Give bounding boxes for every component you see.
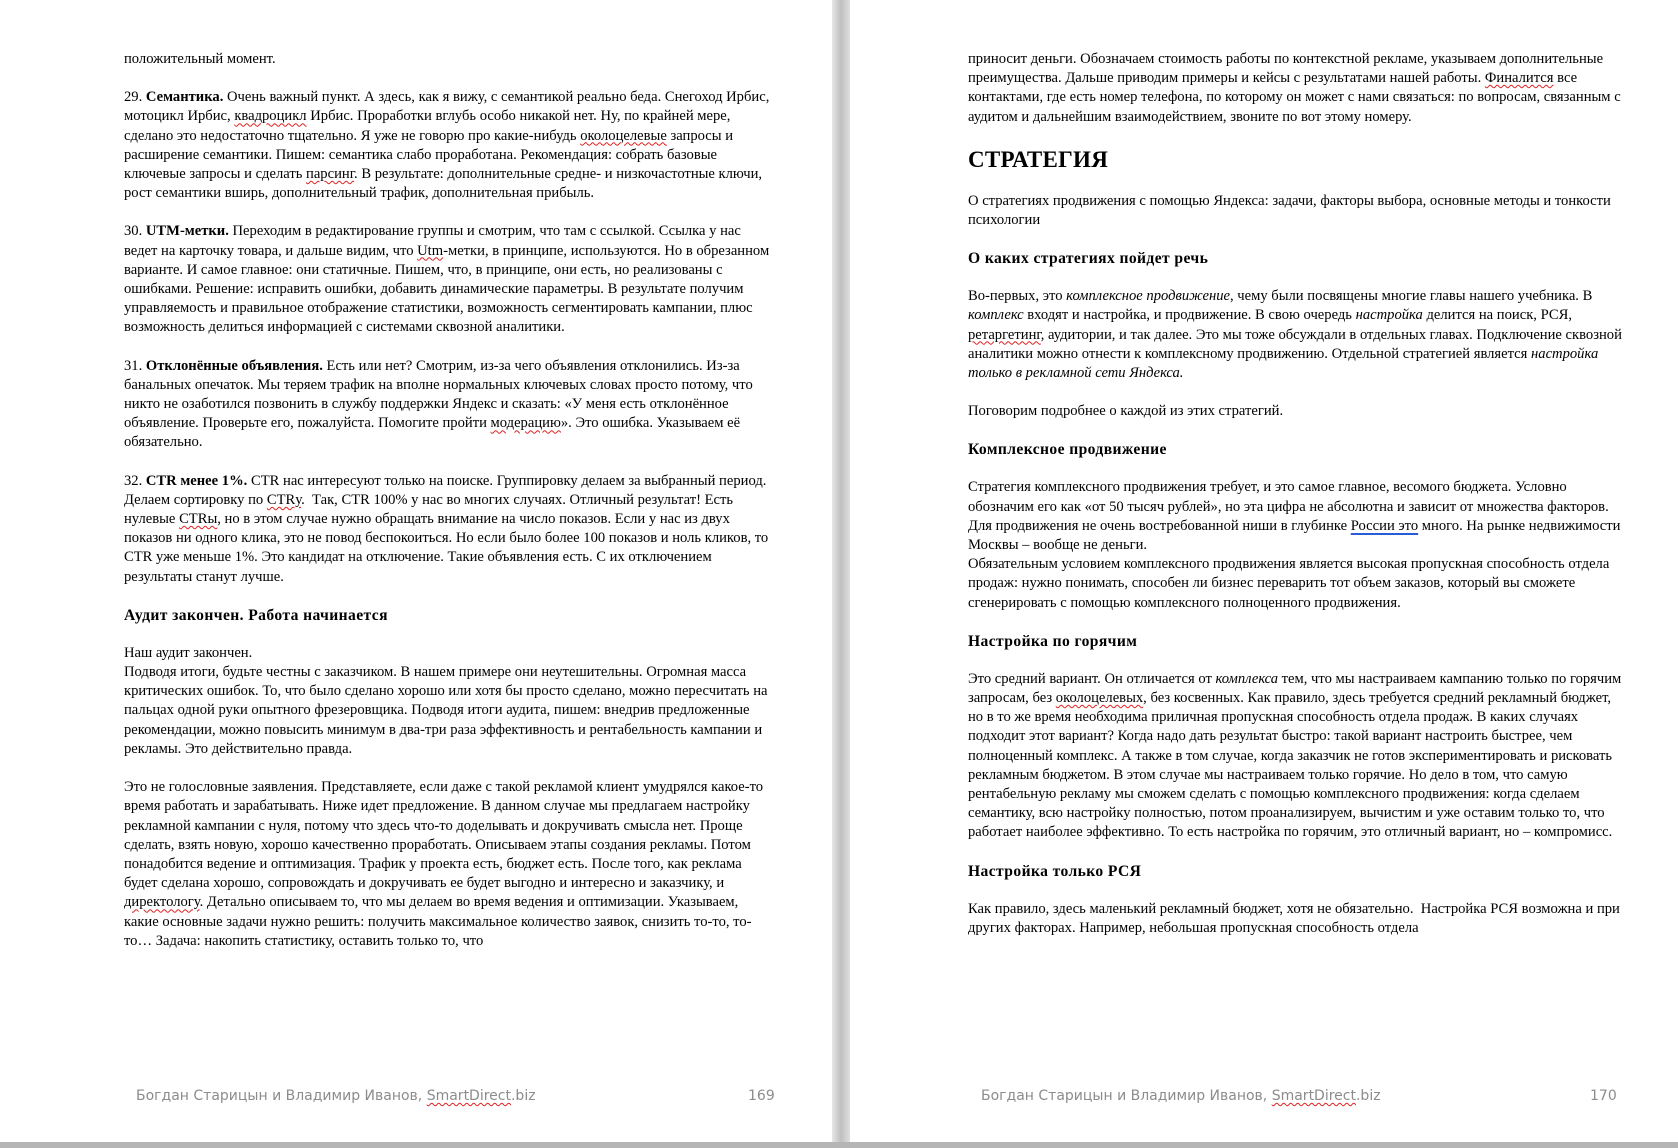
body-paragraph: 31. Отклонённые объявления. Есть или нет? Смотрим, из-за чего объявления отклонились. Из-за банальных опечаток. Мы теряем трафик на вполне нормальных ключевых словах просто потому, что никто не озаботился позвонить в службу поддержки Яндекс и сказать: «У меня есть отклонённое объявление. Проверьте его, пожалуйста. Помогите пройти модерацию». Это ошибка. Указываем её обязательно. xyxy=(124,357,753,451)
body-paragraph: 32. CTR менее 1%. CTR нас интересуют только на поиске. Группировку делаем за выбранный период. Делаем сортировку по CTRу. Так, CTR 100% у нас во многих случаях. Отличный результат! Есть нулевые CTRы, но в этом случае нужно обращать внимание на число показов. Если у нас из двух показов ни одного клика, это не повод беспокоиться. Но если было более 100 показов и ноль кликов, то CTR уже меньше 1%. Это кандидат на отключение. Такие объявления есть. С их отключением результаты станут лучше. xyxy=(124,472,769,585)
section-heading: О каких стратегиях пойдет речь xyxy=(968,250,1209,268)
section-heading: Комплексное продвижение xyxy=(968,441,1167,459)
body-paragraph: Во-первых, это комплексное продвижение, чему были посвящены многие главы нашего учебника. В комплекс входят и настройка, и продвижение. В свою очередь настройка делится на поиск, РСЯ, ретаргетинг, аудитории, и так далее. Это мы тоже обсуждали в отдельных главах. Подключение сквозной аналитики можно отнести к комплексному продвижению. Отдельной стратегией является настройка только в рекламной сети Яндекса. xyxy=(968,288,1622,382)
body-paragraph: Стратегия комплексного продвижения требует, и это самое главное, весомого бюджета. Условно обозначим его как «от 50 тысяч рублей», но эта цифра не абсолютна и зависит от множества факторов. Для продвижения не очень востребованной ниши в глубинке России это много. На рынке недвижимости Москвы – вообще не деньги. xyxy=(968,479,1621,554)
document-page-left xyxy=(0,0,832,1148)
body-paragraph: Поговорим подробнее о каждой из этих стратегий. xyxy=(968,403,1284,420)
body-paragraph: 30. UTM-метки. Переходим в редактирование группы и смотрим, что там с ссылкой. Ссылка у нас ведет на карточку товара, и дальше видим, что Utm-метки, в принципе, используются. Но в обрезанном варианте. И самое главное: они статичные. Пишем, что, в принципе, они есть, но реализованы с ошибками. Решение: исправить ошибки, добавить динамические параметры. В результате получим управляемость и правильное отображение статистики, возможность сегментировать кампании, плюс возможность делиться информацией с системами сквозной аналитики. xyxy=(124,223,770,336)
body-paragraph: Это средний вариант. Он отличается от комплекса тем, что мы настраиваем кампанию только по горячим запросам, без околоцелевых, без косвенных. Как правило, здесь требуется средний рекламный бюджет, но в то же время необходима приличная пропускная способность отдела продаж. В каких случаях подходит этот вариант? Когда надо дать результат быстро: такой вариант настроить быстрее, чем полноценный комплекс. А также в том случае, когда заказчик не готов экспериментировать и рисковать рекламным бюджетом. В этом случае мы настраиваем только горячие. Но дело в том, что самую рентабельную рекламу мы сможем сделать с помощью комплексного продвижения: когда сделаем семантику, всю настройку полностью, потом проанализируем, вычистим и уже оставим только то, что работает наиболее эффективно. То есть настройка по горячим, это отличный вариант, но – компромисс. xyxy=(968,670,1622,841)
body-paragraph: Подводя итоги, будьте честны с заказчиком. В нашем примере они неутешительны. Огромная масса критических ошибок. То, что было сделано хорошо или хотя бы просто сделано, можно пересчитать на пальцах одной руки опытного фрезеровщика. Подводя итоги аудита, пишем: внедрив предложенные рекомендации, можно повысить минимум в два-три раза эффективность и рентабельность кампании и рекламы. Это действительно правда. xyxy=(124,664,768,757)
body-paragraph: приносит деньги. Обозначаем стоимость работы по контекстной рекламе, указываем дополнительные преимущества. Дальше приводим примеры и кейсы с результатами нашей работы. Финалится все контактами, где есть номер телефона, по которому он может с нами связаться: по вопросам, связанным с аудитом и дальнейшим взаимодействием, звоните по вот этому номеру. xyxy=(968,51,1621,125)
chapter-heading: СТРАТЕГИЯ xyxy=(968,146,1109,172)
body-paragraph: О стратегиях продвижения с помощью Яндекса: задачи, факторы выбора, основные методы и тонкости психологии xyxy=(968,192,1611,229)
section-heading: Аудит закончен. Работа начинается xyxy=(124,606,388,624)
page-170-text xyxy=(968,50,1623,1068)
body-paragraph: Это не голословные заявления. Представляете, если даже с такой рекламой клиент умудрялся какое-то время работать и зарабатывать. Ниже идет предложение. В данном случае мы предлагаем настройку рекламной кампании с нуля, потому что здесь что-то доделывать и докручивать смысла нет. Проще сделать, взять новую, хорошо качественно проработать. Описываем этапы создания рекламы. Потом понадобится ведение и оптимизация. Трафик у проекта есть, бюджет есть. После того, как реклама будет сделана хорошо, сопровождать и докручивать ее будет выгодно и интересно и заказчику, и директологу. Детально описываем то, что мы делаем во время ведения и оптимизации. Указываем, какие основные задачи нужно решить: получить максимальное количество заявок, снизить то-то, то-то… Задача: накопить статистику, оставить только то, что xyxy=(124,779,764,949)
page-number: 169 xyxy=(748,1088,775,1104)
body-paragraph: 29. Семантика. Очень важный пункт. А здесь, как я вижу, с семантикой реально беда. Снегоход Ирбис, мотоцикл Ирбис, квадроцикл Ирбис. Проработки вглубь особо никакой нет. Ну, по крайней мере, сделано это недостаточно тщательно. Я уже не говорю про какие-нибудь околоцелевые запросы и расширение семантики. Пишем: семантика слабо проработана. Рекомендация: собрать базовые ключевые запросы и сделать парсинг. В результате: дополнительные средне- и низкочастотные ключи, рост семантики вширь, дополнительный трафик, дополнительная прибыль. xyxy=(124,89,770,202)
footer-author: Богдан Старицын и Владимир Иванов, SmartDirect.biz xyxy=(136,1088,536,1104)
section-heading: Настройка только РСЯ xyxy=(968,862,1142,880)
body-paragraph: Как правило, здесь маленький рекламный бюджет, хотя не обязательно. Настройка РСЯ возможна и при других факторах. Например, небольшая пропускная способность отдела xyxy=(968,900,1620,936)
body-paragraph: Наш аудит закончен. xyxy=(124,644,253,661)
window-bottom-edge xyxy=(0,1142,1678,1148)
body-paragraph: положительный момент. xyxy=(124,51,276,67)
body-paragraph: Обязательным условием комплексного продвижения является высокая пропускная способность отдела продаж: нужно понимать, способен ли бизнес переварить тот объем заказов, который вы сможете сгенерировать с помощью комплексного полноценного продвижения. xyxy=(968,556,1610,611)
document-page-right xyxy=(850,0,1678,1148)
page-number: 170 xyxy=(1590,1088,1617,1104)
page-169-text xyxy=(124,50,772,1068)
page-gutter xyxy=(832,0,850,1148)
footer-author: Богдан Старицын и Владимир Иванов, SmartDirect.biz xyxy=(981,1088,1381,1104)
section-heading: Настройка по горячим xyxy=(968,632,1138,650)
